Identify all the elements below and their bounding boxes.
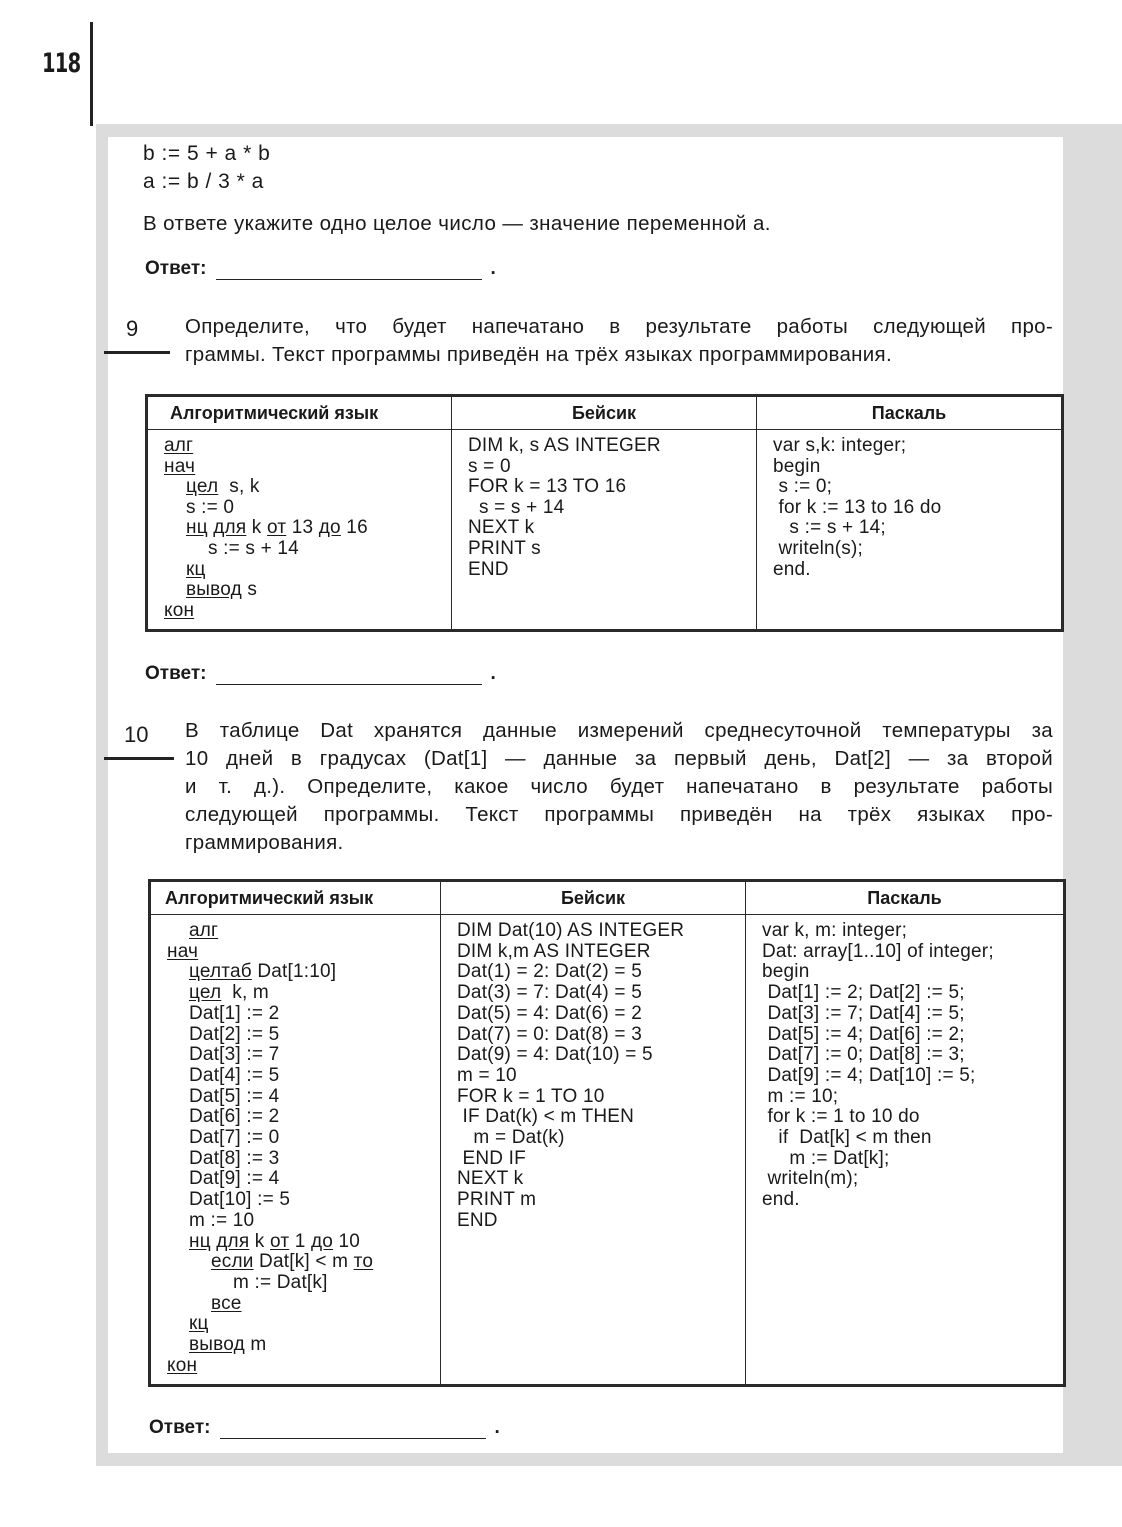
code-token: m	[244, 1334, 267, 1356]
code-line: m = Dat(k)	[457, 1127, 565, 1149]
keyword: до	[311, 1230, 334, 1252]
keyword: кон	[164, 599, 195, 621]
answer-label: Ответ:	[145, 258, 207, 279]
keyword: нц	[186, 517, 208, 539]
code-line: Dat(7) = 0: Dat(8) = 3	[457, 1023, 642, 1045]
code-line	[164, 498, 451, 519]
code-line	[164, 477, 451, 498]
code-line: s := 0;	[773, 476, 833, 498]
answer-dot: .	[490, 663, 496, 684]
keyword: от	[270, 1230, 290, 1252]
code-line	[164, 518, 451, 539]
code-line: for k := 1 to 10 do	[762, 1106, 920, 1128]
prev-code-line: b := 5 + a * b	[143, 142, 271, 165]
code-line	[167, 921, 440, 942]
code-line	[167, 1211, 440, 1232]
code-line: m := 10;	[762, 1085, 839, 1107]
code-line: FOR k = 1 TO 10	[457, 1085, 605, 1107]
task-9-code-table	[145, 394, 1064, 632]
code-line	[167, 1025, 440, 1046]
task-text-line: следующей программы. Текст программы приведён на трёх языках про-	[185, 803, 1053, 826]
code-line: Dat[7] := 0; Dat[8] := 3;	[762, 1044, 965, 1066]
basic-code	[441, 915, 746, 1386]
header-pascal: Паскаль	[746, 881, 1065, 915]
code-line	[164, 436, 451, 457]
code-line	[164, 560, 451, 581]
code-line: end.	[773, 558, 811, 580]
code-line: Dat[9] := 4; Dat[10] := 5;	[762, 1064, 976, 1086]
header-basic: Бейсик	[441, 881, 746, 915]
task-number: 10	[124, 722, 149, 747]
code-line: NEXT k	[457, 1168, 524, 1190]
pascal-code	[757, 430, 1063, 631]
code-token: Dat[2] := 5	[189, 1023, 280, 1045]
prev-instruction: В ответе укажите одно целое число — значение переменной a.	[143, 212, 771, 235]
code-line: DIM Dat(10) AS INTEGER	[457, 920, 685, 941]
code-token: 10	[333, 1230, 361, 1252]
code-token: Dat[9] := 4	[189, 1168, 280, 1190]
code-line	[167, 1314, 440, 1335]
code-line: Dat[3] := 7; Dat[4] := 5;	[762, 1002, 965, 1024]
answer-field[interactable]	[220, 1424, 486, 1439]
prev-code-line: a := b / 3 * a	[143, 170, 264, 193]
keyword: вывод	[189, 1334, 245, 1356]
code-line	[164, 457, 451, 478]
margin-rule	[90, 22, 93, 126]
code-line: Dat(5) = 4: Dat(6) = 2	[457, 1002, 642, 1024]
code-line: m := Dat[k];	[762, 1147, 890, 1169]
keyword: до	[318, 517, 341, 539]
code-token: Dat[7] := 0	[189, 1127, 280, 1149]
code-token: Dat[6] := 2	[189, 1106, 280, 1128]
answer-field[interactable]	[216, 670, 482, 685]
answer-row-prev	[145, 258, 496, 280]
header-basic: Бейсик	[452, 396, 757, 430]
algorithmic-code	[147, 430, 452, 631]
code-line	[167, 1252, 440, 1273]
code-line: s := s + 14;	[773, 517, 886, 539]
header-algorithmic: Алгоритмический язык	[150, 881, 441, 915]
keyword: цел	[189, 982, 222, 1004]
code-line: END	[457, 1209, 498, 1231]
keyword: нач	[167, 940, 199, 962]
code-line: DIM k, s AS INTEGER	[468, 435, 661, 456]
code-line	[167, 1273, 440, 1294]
code-token: m := Dat[k]	[233, 1271, 328, 1293]
code-line: s = s + 14	[468, 496, 565, 518]
code-line: PRINT m	[457, 1189, 537, 1211]
code-line: FOR k = 13 TO 16	[468, 476, 627, 498]
code-line: s = 0	[468, 455, 511, 477]
code-line	[167, 1128, 440, 1149]
algorithmic-code	[150, 915, 441, 1386]
code-token: Dat[5] := 4	[189, 1085, 280, 1107]
header-algorithmic: Алгоритмический язык	[147, 396, 452, 430]
task-text-line: граммы. Текст программы приведён на трёх языках программирования.	[185, 343, 892, 366]
answer-field[interactable]	[216, 265, 482, 280]
code-line: DIM k,m AS INTEGER	[457, 940, 651, 962]
keyword: алг	[189, 920, 219, 941]
code-line: END IF	[457, 1147, 526, 1169]
answer-label: Ответ:	[145, 663, 207, 684]
answer-row-task-9	[145, 663, 496, 685]
code-line: var s,k: integer;	[773, 435, 907, 456]
code-line	[167, 1087, 440, 1108]
code-line: Dat: array[1..10] of integer;	[762, 940, 994, 962]
keyword: целтаб	[189, 961, 252, 983]
code-line	[167, 1294, 440, 1315]
code-line: begin	[773, 455, 821, 477]
task-rule	[104, 351, 170, 354]
code-line	[167, 962, 440, 983]
code-token: k, m	[221, 982, 269, 1004]
code-line: IF Dat(k) < m THEN	[457, 1106, 635, 1128]
answer-row-task-10	[149, 1417, 500, 1439]
keyword: нач	[164, 455, 196, 477]
code-line	[167, 1149, 440, 1170]
keyword: кц	[186, 558, 206, 580]
code-line: var k, m: integer;	[762, 920, 908, 941]
code-token: Dat[1] := 2	[189, 1002, 280, 1024]
code-token: s := s + 14	[208, 537, 299, 559]
code-line	[167, 942, 440, 963]
page-number: 118	[42, 48, 81, 79]
code-token: Dat[4] := 5	[189, 1064, 280, 1086]
code-token: s	[241, 579, 258, 601]
code-line	[164, 539, 451, 560]
task-number: 9	[126, 316, 139, 341]
code-token: Dat[10] := 5	[189, 1189, 291, 1211]
code-token: m := 10	[189, 1209, 255, 1231]
keyword: то	[353, 1251, 374, 1273]
task-text-line: и т. д.). Определите, какое число будет напечатано в результате работы	[185, 775, 1053, 798]
code-line: writeln(s);	[773, 537, 864, 559]
task-text-line: 10 дней в градусах (Dat[1] — данные за первый день, Dat[2] — за второй	[185, 747, 1053, 770]
code-line: if Dat[k] < m then	[762, 1127, 932, 1149]
code-line: Dat[5] := 4; Dat[6] := 2;	[762, 1023, 965, 1045]
task-text-line: В таблице Dat хранятся данные измерений среднесуточной температуры за	[185, 719, 1053, 742]
task-text-line: граммирования.	[185, 831, 344, 854]
code-token: 13	[286, 517, 319, 539]
code-token: s, k	[218, 476, 260, 498]
code-line	[167, 1169, 440, 1190]
keyword: для	[216, 1230, 250, 1252]
code-line: PRINT s	[468, 537, 541, 559]
keyword: от	[267, 517, 287, 539]
code-line	[167, 1066, 440, 1087]
code-token: s := 0	[186, 496, 235, 518]
task-text-line: Определите, что будет напечатано в результате работы следующей про-	[185, 315, 1053, 338]
code-token: Dat[1:10]	[251, 961, 337, 983]
code-line: Dat(9) = 4: Dat(10) = 5	[457, 1044, 653, 1066]
task-10-text	[185, 717, 1053, 857]
header-pascal: Паскаль	[757, 396, 1063, 430]
code-token: 16	[340, 517, 368, 539]
code-line: end.	[762, 1189, 800, 1211]
code-line	[164, 580, 451, 601]
keyword: если	[211, 1251, 254, 1273]
answer-dot: .	[490, 258, 496, 279]
code-token: k	[246, 517, 267, 539]
code-token: Dat[k] < m	[253, 1251, 354, 1273]
keyword: вывод	[186, 579, 242, 601]
code-line: Dat(1) = 2: Dat(2) = 5	[457, 961, 642, 983]
task-10-code-table	[148, 879, 1066, 1387]
code-line: begin	[762, 961, 810, 983]
code-line: Dat[1] := 2; Dat[2] := 5;	[762, 982, 965, 1004]
keyword: все	[211, 1292, 242, 1314]
code-line	[167, 1356, 440, 1377]
code-line	[167, 1045, 440, 1066]
task-rule	[104, 757, 174, 760]
code-line: Dat(3) = 7: Dat(4) = 5	[457, 982, 642, 1004]
code-token: k	[249, 1230, 270, 1252]
keyword: алг	[164, 435, 194, 456]
code-line	[167, 983, 440, 1004]
keyword: цел	[186, 476, 219, 498]
task-9-text	[185, 313, 1053, 369]
keyword: нц	[189, 1230, 211, 1252]
code-line: writeln(m);	[762, 1168, 859, 1190]
basic-code	[452, 430, 757, 631]
code-line	[167, 1190, 440, 1211]
code-line	[167, 1232, 440, 1253]
keyword: для	[213, 517, 247, 539]
keyword: кц	[189, 1313, 209, 1335]
code-line	[164, 601, 451, 622]
code-token: Dat[3] := 7	[189, 1044, 280, 1066]
code-token: Dat[8] := 3	[189, 1147, 280, 1169]
code-line	[167, 1004, 440, 1025]
code-line: END	[468, 558, 509, 580]
code-line	[167, 1335, 440, 1356]
code-line: m = 10	[457, 1064, 517, 1086]
code-line	[167, 1107, 440, 1128]
pascal-code	[746, 915, 1065, 1386]
answer-dot: .	[494, 1417, 500, 1438]
keyword: кон	[167, 1354, 198, 1376]
code-token: 1	[289, 1230, 311, 1252]
code-line: for k := 13 to 16 do	[773, 496, 942, 518]
answer-label: Ответ:	[149, 1417, 211, 1438]
code-line: NEXT k	[468, 517, 535, 539]
